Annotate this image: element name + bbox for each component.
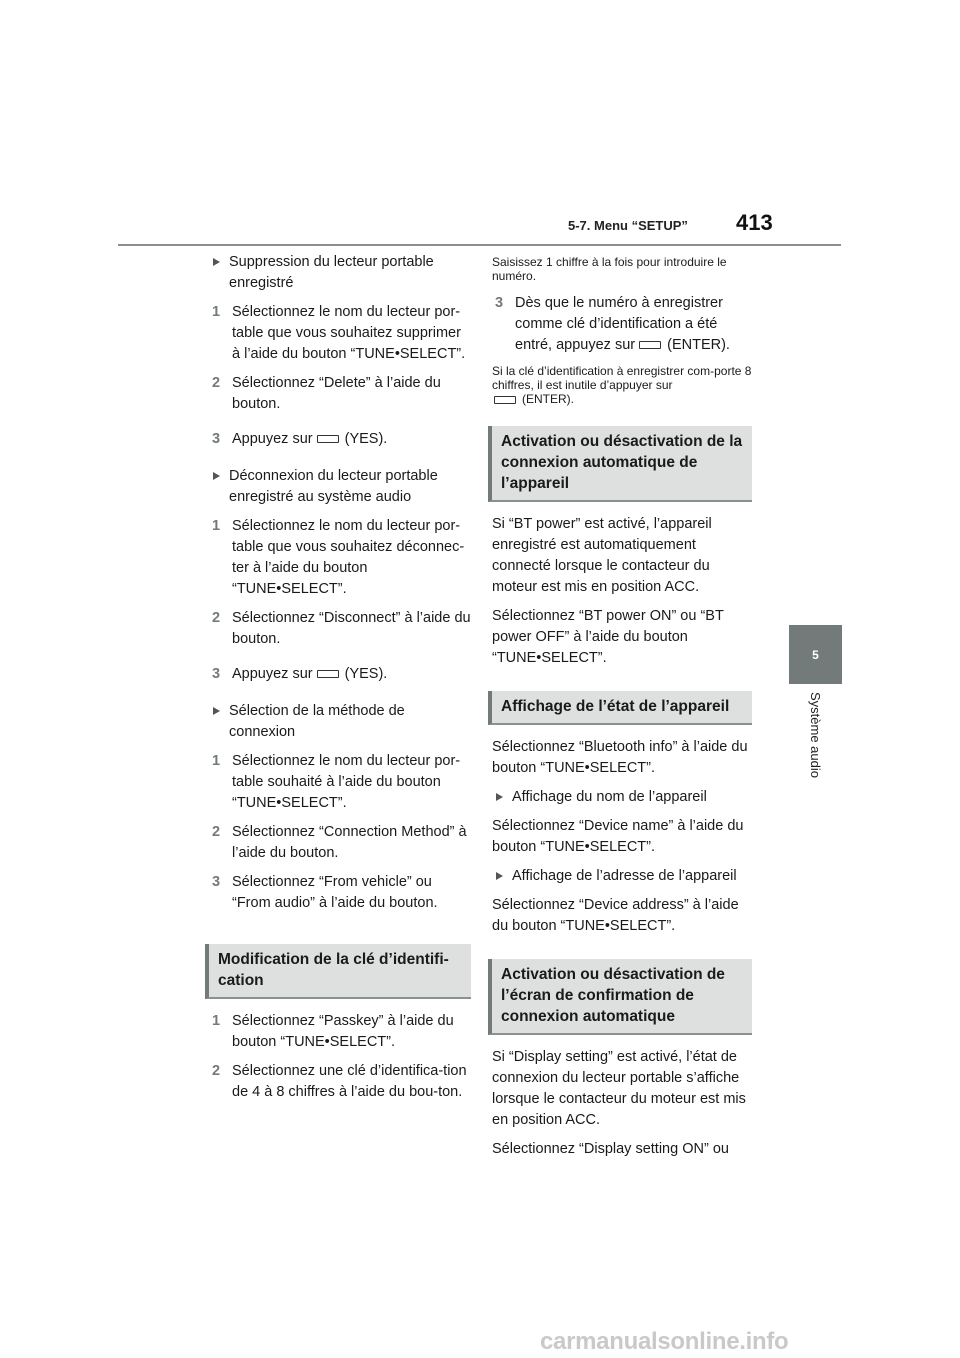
step-number: 3 <box>212 431 221 447</box>
step-text: Sélectionnez le nom du lecteur por-table que vous souhaitez supprimer à l’aide du bouton “TUNE•SELECT”. <box>232 304 466 362</box>
step-number: 1 <box>212 304 221 320</box>
right-column <box>492 255 752 1168</box>
bullet-text: Affichage du nom de l’appareil <box>512 789 707 805</box>
step-text-suffix: (YES). <box>344 431 388 447</box>
step-number: 2 <box>212 375 221 391</box>
step-item <box>209 822 471 864</box>
section-heading-confirm-screen: Activation ou désactivation de l’écran de confirmation de connexion automatique <box>488 959 752 1035</box>
step-number: 3 <box>212 874 221 890</box>
bullet-item <box>209 701 471 743</box>
triangle-bullet-icon <box>496 872 503 880</box>
step-item <box>209 302 471 365</box>
bullet-item <box>209 252 471 294</box>
step-item <box>209 373 471 415</box>
bullet-item <box>492 866 752 887</box>
step-number: 3 <box>495 295 504 311</box>
triangle-bullet-icon <box>496 793 503 801</box>
bullet-text: Déconnexion du lecteur portable enregistré au système audio <box>229 468 438 505</box>
step-text: Appuyez sur <box>232 431 313 447</box>
step-number: 2 <box>212 1063 221 1079</box>
header-divider <box>118 244 841 246</box>
paragraph: Si “BT power” est activé, l’appareil enregistré est automatiquement connecté lorsque le contacteur du moteur est mis en position ACC. <box>492 516 712 595</box>
step-text: Appuyez sur <box>232 666 313 682</box>
step-item <box>209 751 471 814</box>
triangle-bullet-icon <box>213 258 220 266</box>
step-text: Sélectionnez “From vehicle” ou “From audio” à l’aide du bouton. <box>232 874 438 911</box>
step-number: 1 <box>212 1013 221 1029</box>
chapter-label <box>800 692 830 792</box>
step-text-suffix: (ENTER). <box>667 337 730 353</box>
step-number: 1 <box>212 518 221 534</box>
section-heading-auto-connect: Activation ou désactivation de la connexion automatique de l’appareil <box>488 426 752 502</box>
button-key-icon <box>639 341 661 349</box>
paragraph: Sélectionnez “Device address” à l’aide du bouton “TUNE•SELECT”. <box>492 897 739 934</box>
paragraph: Sélectionnez “BT power ON” ou “BT power OFF” à l’aide du bouton “TUNE•SELECT”. <box>492 608 724 666</box>
step-text: Sélectionnez “Connection Method” à l’aide du bouton. <box>232 824 467 861</box>
page-number: 413 <box>736 210 773 235</box>
step-text: Sélectionnez une clé d’identifica-tion de 4 à 8 chiffres à l’aide du bou-ton. <box>232 1063 467 1100</box>
paragraph: Si “Display setting” est activé, l’état de connexion du lecteur portable s’affiche lorsque le contacteur du moteur est mis en position ACC. <box>492 1049 746 1128</box>
bullet-item <box>492 787 752 808</box>
note-text <box>492 364 752 406</box>
bullet-item <box>209 466 471 508</box>
step-number: 2 <box>212 610 221 626</box>
step-number: 3 <box>212 666 221 682</box>
paragraph: Sélectionnez “Device name” à l’aide du bouton “TUNE•SELECT”. <box>492 818 744 855</box>
left-column <box>209 252 471 1111</box>
step-text: Sélectionnez “Passkey” à l’aide du bouton “TUNE•SELECT”. <box>232 1013 454 1050</box>
step-item <box>209 516 471 600</box>
step-item <box>209 1061 471 1103</box>
paragraph: Sélectionnez “Bluetooth info” à l’aide du bouton “TUNE•SELECT”. <box>492 739 748 776</box>
section-heading-device-state: Affichage de l’état de l’appareil <box>488 691 752 725</box>
step-item <box>209 608 471 650</box>
step-item <box>209 1011 471 1053</box>
triangle-bullet-icon <box>213 707 220 715</box>
chapter-label-text: Système audio <box>808 692 823 778</box>
triangle-bullet-icon <box>213 472 220 480</box>
step-text: Sélectionnez “Disconnect” à l’aide du bouton. <box>232 610 471 647</box>
section-heading-passkey: Modification de la clé d’identifi-cation <box>205 944 471 999</box>
bullet-text: Suppression du lecteur portable enregistré <box>229 254 434 291</box>
step-text: Sélectionnez “Delete” à l’aide du bouton. <box>232 375 441 412</box>
button-key-icon <box>317 435 339 443</box>
step-item <box>209 664 471 685</box>
note-body: Si la clé d’identification à enregistrer com-porte 8 chiffres, il est inutile d’appuyer sur <box>492 364 752 392</box>
bullet-text: Affichage de l’adresse de l’appareil <box>512 868 737 884</box>
chapter-number: 5 <box>812 647 819 662</box>
watermark-text: carmanualsonline.info <box>540 1328 789 1355</box>
step-text-suffix: (YES). <box>344 666 388 682</box>
step-item <box>209 872 471 914</box>
step-text: Dès que le numéro à enregistrer comme clé d’identification a été entré, appuyez sur <box>515 295 723 353</box>
button-key-icon <box>494 396 516 404</box>
step-item <box>492 293 752 356</box>
step-number: 2 <box>212 824 221 840</box>
button-key-icon <box>317 670 339 678</box>
paragraph: Sélectionnez “Display setting ON” ou <box>492 1141 729 1157</box>
step-number: 1 <box>212 753 221 769</box>
step-text: Sélectionnez le nom du lecteur por-table que vous souhaitez déconnec-ter à l’aide du bouton “TUNE•SELECT”. <box>232 518 465 597</box>
section-title: 5-7. Menu “SETUP” <box>568 218 688 233</box>
note-suffix: (ENTER). <box>522 392 574 406</box>
bullet-text: Sélection de la méthode de connexion <box>229 703 405 740</box>
chapter-tab <box>789 625 842 684</box>
step-text: Sélectionnez le nom du lecteur por-table souhaité à l’aide du bouton “TUNE•SELECT”. <box>232 753 461 811</box>
note-text: Saisissez 1 chiffre à la fois pour introduire le numéro. <box>492 255 727 283</box>
step-item <box>209 429 471 450</box>
